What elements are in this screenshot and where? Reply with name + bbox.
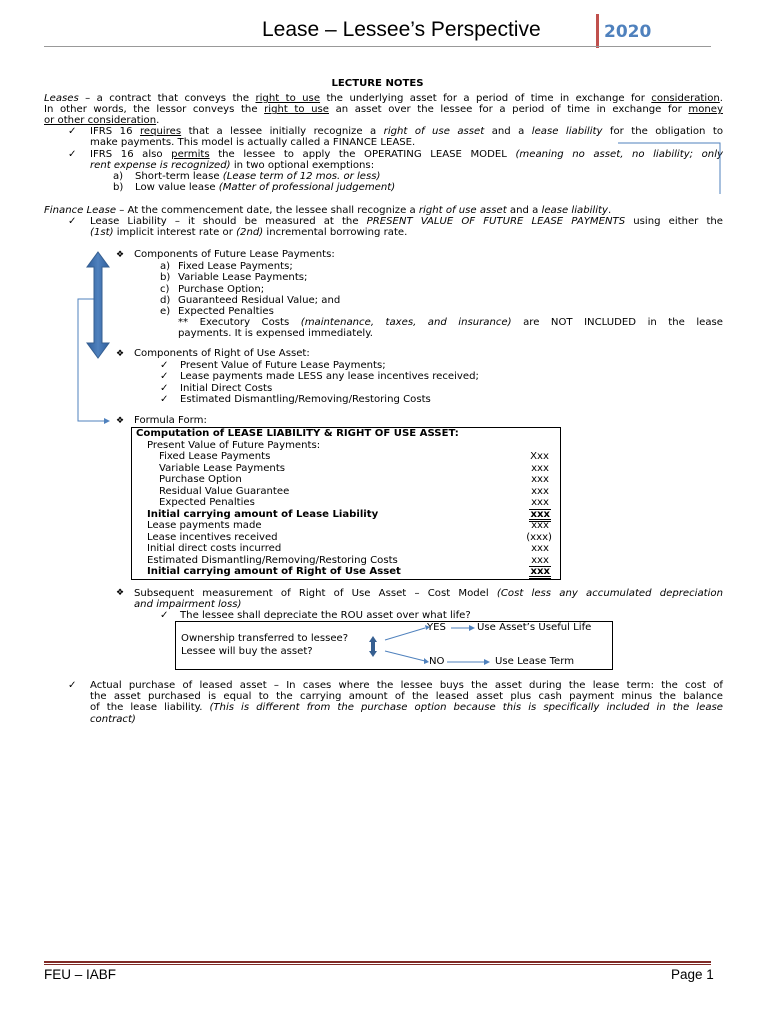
decision-question-ownership: Ownership transferred to lessee? bbox=[181, 633, 349, 644]
text: Lease payments made bbox=[147, 520, 262, 531]
formula-pv-label: Present Value of Future Payments: bbox=[147, 439, 321, 451]
text: that a lessee initially recognize a bbox=[181, 126, 384, 137]
text: for the obligation to bbox=[602, 126, 723, 137]
text: The lessee shall depreciate the ROU asset over what life? bbox=[180, 610, 471, 622]
text: Low value lease bbox=[135, 182, 219, 194]
header-year: 2020 bbox=[604, 22, 652, 42]
text: using either the bbox=[625, 216, 724, 227]
text: e) bbox=[160, 306, 171, 318]
text: xxx bbox=[531, 485, 549, 497]
decision-no-result: Use Lease Term bbox=[495, 656, 575, 667]
text: an asset over the lessee for a period of time in exchange for bbox=[329, 104, 689, 116]
text: a) bbox=[113, 171, 124, 182]
text: right of use asset bbox=[383, 126, 485, 137]
text: Guaranteed Residual Value; and bbox=[178, 294, 341, 306]
text: right of use asset bbox=[418, 205, 507, 216]
text: implicit interest rate or bbox=[113, 227, 237, 239]
text: xxx bbox=[531, 462, 549, 474]
text: Estimated Dismantling/Removing/Restoring Costs bbox=[180, 393, 431, 405]
text: (xxx) bbox=[526, 531, 552, 543]
text: consideration bbox=[651, 93, 720, 104]
text: payments. It is expensed immediately. bbox=[178, 328, 373, 340]
text: Purchase Option; bbox=[178, 283, 265, 295]
text: xxx bbox=[530, 508, 550, 520]
checkmark-icon: ✓ bbox=[68, 126, 77, 137]
text: a) bbox=[160, 261, 171, 273]
diamond-bullet-icon: ❖ bbox=[116, 588, 125, 598]
checkmark-icon: ✓ bbox=[68, 680, 77, 691]
formula-heading: Computation of LEASE LIABILITY & RIGHT OF USE ASSET: bbox=[136, 428, 459, 439]
text: contract) bbox=[90, 713, 136, 725]
text: Fixed Lease Payments bbox=[159, 451, 271, 462]
checkmark-icon: ✓ bbox=[68, 149, 77, 160]
text: Components of Future Lease Payments: bbox=[134, 249, 335, 260]
page-number: Page 1 bbox=[671, 967, 714, 982]
decision-question-buy: Lessee will buy the asset? bbox=[181, 646, 313, 657]
text: xxx bbox=[531, 520, 549, 531]
footer-school: FEU – IABF bbox=[44, 967, 117, 982]
text: Xxx bbox=[530, 451, 549, 462]
text: IFRS 16 bbox=[90, 126, 140, 137]
text: xxx bbox=[531, 497, 549, 508]
checkmark-icon: ✓ bbox=[160, 382, 169, 394]
diamond-bullet-icon: ❖ bbox=[116, 250, 125, 260]
text: of the lease liability. bbox=[90, 702, 210, 714]
text: Lease incentives received bbox=[147, 531, 278, 543]
text: (meaning no asset, no liability; only bbox=[515, 149, 723, 160]
text: Initial carrying amount of Right of Use Asset bbox=[147, 566, 401, 577]
text: . bbox=[607, 205, 612, 216]
text: right to use bbox=[255, 93, 321, 104]
text: Variable Lease Payments; bbox=[178, 272, 308, 284]
decision-yes: YES bbox=[427, 622, 446, 633]
text: xxx bbox=[531, 474, 549, 485]
text: – At the commencement date, the lessee shall recognize a bbox=[116, 205, 419, 216]
text: Short-term lease bbox=[135, 171, 223, 182]
text: Present Value of Future Lease Payments; bbox=[180, 360, 386, 372]
text: requires bbox=[139, 126, 182, 137]
text: Formula Form: bbox=[134, 415, 207, 426]
footer-divider bbox=[44, 961, 711, 963]
text: incremental borrowing rate. bbox=[263, 227, 408, 239]
text: and a bbox=[484, 126, 532, 137]
text: PRESENT VALUE OF FUTURE LEASE PAYMENTS bbox=[366, 216, 626, 227]
text: the underlying asset for a period of time in exchange for bbox=[320, 93, 652, 104]
text: (Cost less any accumulated depreciation bbox=[496, 588, 723, 599]
text: Lease Liability – it should be measured at the bbox=[90, 216, 367, 227]
text: are NOT INCLUDED in the lease bbox=[511, 317, 723, 329]
text: Initial direct costs incurred bbox=[147, 543, 282, 554]
text: (Lease term of 12 mos. or less) bbox=[222, 171, 381, 182]
decision-yes-result: Use Asset’s Useful Life bbox=[477, 622, 592, 633]
text: rent expense is recognized) bbox=[90, 160, 231, 172]
text: Initial Direct Costs bbox=[180, 382, 273, 394]
text: ** Executory Costs bbox=[178, 317, 301, 329]
text: In other words, the lessor conveys the bbox=[44, 104, 265, 116]
text: Components of Right of Use Asset: bbox=[134, 348, 310, 359]
text: Variable Lease Payments bbox=[159, 462, 286, 474]
diamond-bullet-icon: ❖ bbox=[116, 416, 125, 426]
page-title: Lease – Lessee’s Perspective bbox=[262, 18, 541, 41]
text: d) bbox=[160, 294, 171, 306]
text: IFRS 16 also bbox=[90, 149, 172, 160]
text: Expected Penalties bbox=[178, 306, 274, 318]
checkmark-icon: ✓ bbox=[160, 371, 169, 383]
text: permits bbox=[171, 149, 210, 160]
checkmark-icon: ✓ bbox=[160, 393, 169, 405]
text: xxx bbox=[530, 566, 550, 577]
text: make payments. This model is actually called a FINANCE LEASE. bbox=[90, 137, 416, 149]
text: or other consideration bbox=[44, 115, 157, 127]
text: Subsequent measurement of Right of Use Asset – Cost Model bbox=[134, 588, 497, 599]
text: (2nd) bbox=[236, 227, 264, 239]
text: Fixed Lease Payments; bbox=[178, 261, 293, 273]
actual-purchase-item bbox=[68, 680, 723, 725]
text: lease liability bbox=[531, 126, 603, 137]
text: . bbox=[156, 115, 160, 127]
text: money bbox=[688, 104, 723, 116]
text: Purchase Option bbox=[159, 474, 242, 485]
checkmark-icon: ✓ bbox=[160, 360, 169, 372]
text: – a contract that conveys the bbox=[78, 93, 256, 104]
text: the lessee to apply the OPERATING LEASE MODEL bbox=[209, 149, 516, 160]
text: Estimated Dismantling/Removing/Restoring Costs bbox=[147, 554, 398, 566]
text: in two optional exemptions: bbox=[230, 160, 375, 172]
text: xxx bbox=[531, 543, 549, 554]
text: right to use bbox=[264, 104, 329, 116]
text: (Matter of professional judgement) bbox=[218, 182, 396, 194]
text: (This is different from the purchase option because this is specifically included in the lease bbox=[209, 702, 723, 714]
decision-no: NO bbox=[429, 656, 445, 667]
text: (maintenance, taxes, and insurance) bbox=[300, 317, 512, 329]
text: Residual Value Guarantee bbox=[159, 485, 290, 497]
section-title: LECTURE NOTES bbox=[331, 78, 424, 89]
text: . bbox=[719, 93, 723, 104]
text: c) bbox=[160, 283, 170, 295]
text: Expected Penalties bbox=[159, 497, 255, 508]
footer-divider bbox=[44, 964, 711, 965]
checkmark-icon: ✓ bbox=[160, 610, 169, 622]
text: xxx bbox=[531, 554, 549, 566]
text: the asset purchased is equal to the carrying amount of the leased asset plus cash payment minus the balance bbox=[90, 691, 723, 703]
text: lease liability bbox=[541, 205, 608, 216]
text: Lease payments made LESS any lease incentives received; bbox=[180, 371, 479, 383]
text: Initial carrying amount of Lease Liability bbox=[147, 508, 379, 520]
text: b) bbox=[113, 182, 124, 194]
text: (1st) bbox=[90, 227, 114, 239]
leases-term: Leases bbox=[44, 93, 79, 104]
diamond-bullet-icon: ❖ bbox=[116, 349, 125, 359]
text: and a bbox=[506, 205, 542, 216]
checkmark-icon: ✓ bbox=[68, 216, 77, 227]
text: Finance Lease bbox=[44, 205, 117, 216]
text: and impairment loss) bbox=[134, 599, 242, 611]
text: b) bbox=[160, 272, 171, 284]
text: Actual purchase of leased asset – In cases where the lessee buys the asset during the lease term: the cost of bbox=[90, 680, 723, 691]
